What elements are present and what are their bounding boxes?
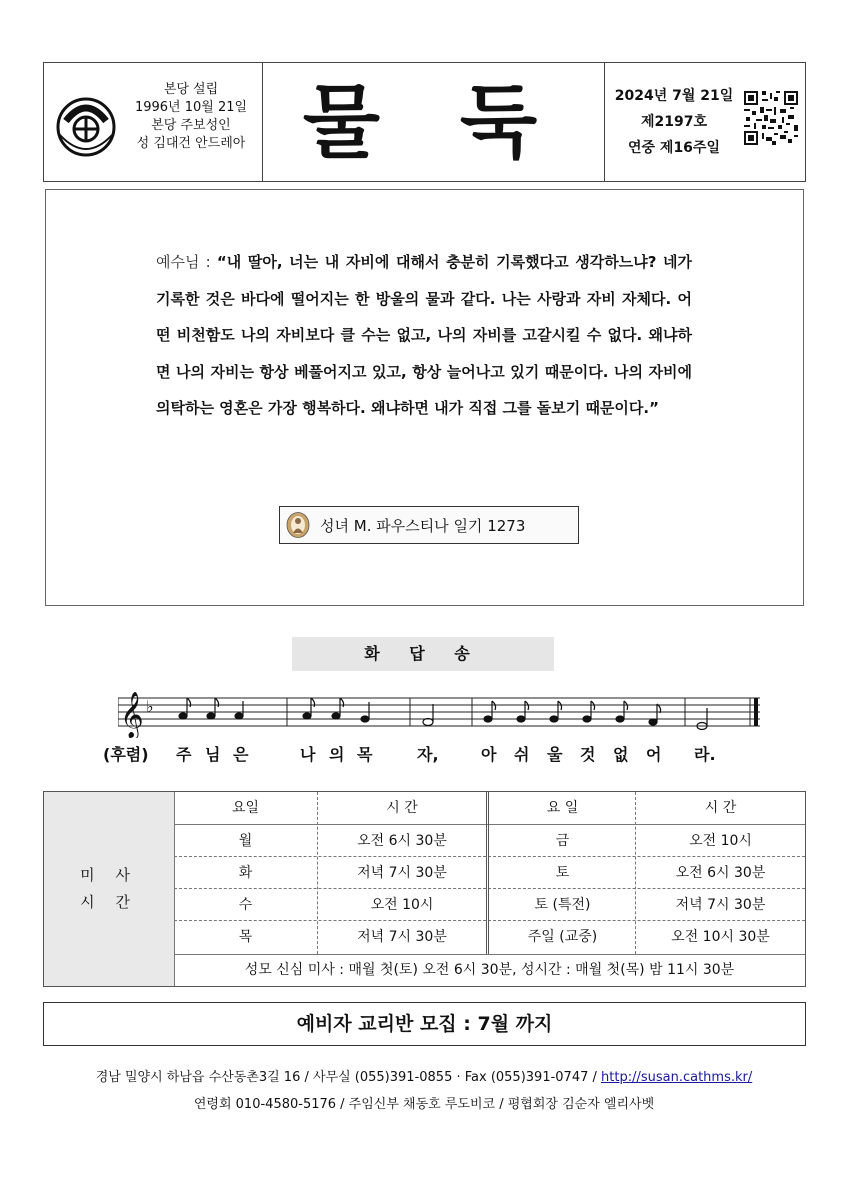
note-quarter: [179, 698, 191, 719]
table-cell: 토 (특전): [534, 897, 591, 913]
quote-body: “내 딸아, 너는 내 자비에 대해서 충분히 기록했다고 생각하느냐? 네가 기록한 것은 바다에 떨어지는 한 방울의 물과 같다. 나는 사랑과 자비 자체다. 어떤 비천함도 나의 자비보다 클 수는 없고, 나의 자비를 고갈시킬 수 없다. 왜냐하면 나의 자비는 항상 베풀어지고 있고, 항상 늘어나고 있기 때문이다. 나의 자비에 의탁하는 영혼은 가장 행복하다. 왜냐하면 내가 직접 그를 돌보기 때문이다.”: [156, 253, 692, 417]
lyric-syllable: 자,: [417, 745, 439, 764]
lyric-syllable: 목: [357, 745, 373, 764]
table-cell: 오전 6시 30분: [675, 865, 766, 881]
parish-website-link[interactable]: http://susan.cathms.kr/: [601, 1070, 753, 1085]
lyric-syllable: 나: [300, 745, 316, 764]
note-half: [423, 704, 433, 726]
flat-sign-icon: ♭: [146, 697, 154, 716]
divine-mercy-icon: [286, 512, 310, 538]
parish-logo-icon: [52, 91, 120, 159]
founding-info: [126, 81, 256, 153]
issue-number: 제2197호: [640, 114, 707, 130]
table-cell: 저녁 7시 30분: [675, 897, 766, 913]
note-quarter: [303, 698, 315, 719]
quote-speaker: 예수님 :: [156, 253, 217, 271]
mass-times-table: [43, 791, 806, 987]
table-cell: 저녁 7시 30분: [357, 929, 447, 945]
quote-source: 성녀 M. 파우스티나 일기 1273: [320, 517, 526, 535]
masthead-left: [44, 63, 263, 181]
treble-clef-icon: 𝄞: [120, 692, 144, 738]
table-cell: 저녁 7시 30분: [357, 865, 447, 881]
lyric-syllable: 울: [547, 745, 563, 764]
founding-line: 1996년 10월 21일: [134, 100, 248, 115]
mass-label-line: 미 사: [80, 866, 138, 884]
lyric-syllable: 것: [580, 745, 596, 764]
footer-address: 경남 밀양시 하남읍 수산동촌3길 16 / 사무실 (055)391-0855 · Fax (055)391-0747 /: [95, 1070, 602, 1085]
lyric-syllable: 주: [176, 745, 192, 764]
table-header-cell: 시 간: [386, 800, 418, 816]
table-cell: 오전 10시: [689, 833, 752, 849]
table-cell: 주일 (교중): [527, 929, 598, 945]
note-quarter: [332, 698, 344, 719]
note-quarter: [649, 704, 661, 725]
lyric-syllable: 의: [329, 745, 345, 764]
lyric-syllable: 어: [646, 745, 662, 764]
music-staff: [118, 690, 768, 738]
mass-times-label: [44, 862, 174, 916]
table-cell: 화: [238, 865, 253, 881]
table-cell: 토: [555, 865, 570, 881]
lyric-syllable: 아: [481, 745, 497, 764]
table-cell: 금: [555, 833, 570, 849]
masthead: [43, 62, 806, 182]
table-cell: 오전 6시 30분: [357, 833, 447, 849]
founding-line: 성 김대건 안드레아: [136, 136, 246, 151]
mass-label-line: 시 간: [80, 893, 138, 911]
table-header-cell: 요일: [231, 800, 260, 816]
masthead-center: [262, 63, 605, 181]
masthead-right: [604, 63, 805, 181]
qr-code-icon[interactable]: [744, 91, 798, 145]
footer-contacts: 연령회 010-4580-5176 / 주임신부 채동호 루도비코 / 평협회장 김순자 엘리사벳: [193, 1097, 655, 1112]
table-cell: 목: [238, 929, 253, 945]
lyric-syllable: 은: [233, 745, 249, 764]
liturgical-week: 연중 제16주일: [628, 140, 720, 156]
table-header-cell: 요 일: [546, 800, 579, 816]
mass-times-side: [44, 792, 175, 986]
refrain-label: (후렴): [103, 745, 149, 764]
founding-line: 본당 설립: [163, 82, 219, 97]
table-cell: 월: [238, 833, 253, 849]
lyric-syllable: 쉬: [514, 745, 530, 764]
table-cell: 수: [238, 897, 253, 913]
issue-info: [610, 83, 738, 161]
bulletin-title: 물 둑: [302, 75, 564, 169]
quote-source-badge: [279, 506, 579, 544]
issue-date: 2024년 7월 21일: [614, 88, 734, 104]
note-quarter: [235, 701, 243, 719]
catechumen-notice: 예비자 교리반 모집 : 7월 까지: [43, 1002, 806, 1046]
table-cell: 오전 10시 30분: [671, 929, 770, 945]
lyric-syllable: 없: [613, 745, 629, 764]
footer-address-line: [0, 1066, 848, 1085]
table-cell: 오전 10시: [370, 897, 434, 913]
table-header-cell: 시 간: [704, 800, 737, 816]
lyric-syllable: 님: [205, 745, 221, 764]
quote-text: [156, 244, 692, 427]
mass-note: 성모 신심 미사 : 매월 첫(토) 오전 6시 30분, 성시간 : 매월 첫(목) 밤 11시 30분: [244, 962, 735, 978]
founding-line: 본당 주보성인: [151, 118, 231, 133]
quote-box: [45, 189, 804, 606]
psalm-title: 화 답 송: [292, 637, 554, 671]
note-quarter: [207, 698, 219, 719]
lyric-syllable: 라.: [694, 745, 716, 764]
